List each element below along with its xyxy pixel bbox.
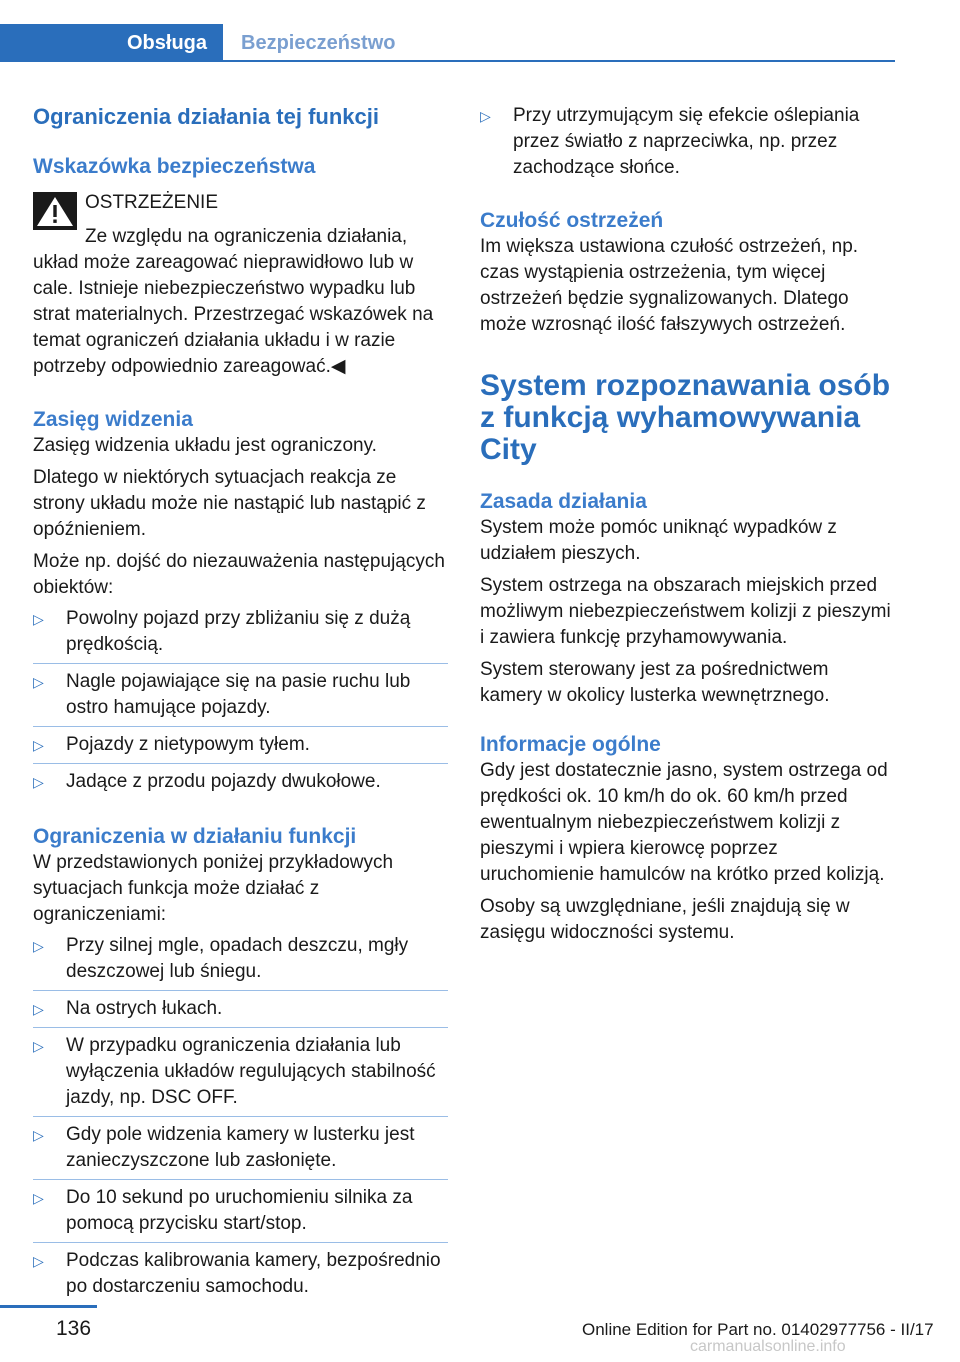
range-paragraph-2: Dlatego w niektórych sytuacjach reakcja ze strony układu może nie nastąpić lub nastąpić z opóźnieniem. — [33, 467, 426, 540]
safety-heading: Wskazówka bezpieczeństwa — [33, 155, 316, 178]
list-item: ▷ W przypadku ograniczenia działania lub wyłączenia układów regulujących stabilność jazdy, np. DSC OFF. — [33, 1028, 448, 1117]
list-item: ▷ Jadące z przodu pojazdy dwukołowe. — [33, 764, 448, 801]
triangle-bullet-icon: ▷ — [480, 108, 491, 124]
footer-rule — [0, 1305, 97, 1308]
list-item: ▷ Gdy pole widzenia kamery w lusterku jest zanieczyszczone lub zasłonięte. — [33, 1117, 448, 1180]
principle-heading: Zasada działania — [480, 490, 647, 513]
triangle-bullet-icon: ▷ — [33, 1001, 44, 1017]
limits-paragraph: W przedstawionych poniżej przykładowych sytuacjach funkcja może działać z ograniczeniami: — [33, 852, 394, 925]
principle-paragraph-3: System sterowany jest za pośrednictwem kamery w okolicy lusterka wewnętrznego. — [480, 659, 830, 706]
warning-label: OSTRZEŻENIE — [85, 192, 219, 213]
range-list — [33, 601, 448, 801]
range-paragraph-3: Może np. dojść do niezauważenia następujących obiektów: — [33, 551, 445, 598]
chapter-title: System rozpoznawania osób z funkcją wyhamowywania City — [480, 369, 891, 466]
sensitivity-paragraph: Im większa ustawiona czułość ostrzeżeń, np. czas wystąpienia ostrzeżenia, tym więcej ostrzeżeń będzie sygnalizowanych. Dlatego może wzrosnąć ilość fałszywych ostrzeżeń. — [480, 236, 859, 335]
triangle-bullet-icon: ▷ — [33, 737, 44, 753]
limits-list — [33, 928, 448, 1306]
warning-text: układ może zareagować nieprawidłowo lub w cale. Istnieje niebezpieczeństwo wypadku lub strat materialnych. Przestrzegać wskazówek na temat ograniczeń działania układu i w razie potrzeby odpowiednio zareagować.◀ — [33, 252, 434, 377]
list-item: ▷ Na ostrych łukach. — [33, 991, 448, 1028]
warning-first-line: Ze względu na ograniczenia działania, — [85, 226, 408, 247]
list-item: ▷ Podczas kalibrowania kamery, bezpośrednio po dostarczeniu samochodu. — [33, 1250, 441, 1297]
list-item: ▷ Pojazdy z nietypowym tyłem. — [33, 727, 448, 764]
triangle-bullet-icon: ▷ — [33, 1190, 44, 1206]
limits-heading: Ograniczenia w działaniu funkcji — [33, 825, 357, 848]
list-item: ▷ Do 10 sekund po uruchomieniu silnika za pomocą przycisku start/stop. — [33, 1180, 448, 1243]
glare-list — [480, 98, 895, 187]
triangle-bullet-icon: ▷ — [33, 1253, 44, 1269]
sensitivity-heading: Czułość ostrzeżeń — [480, 209, 664, 232]
general-heading: Informacje ogólne — [480, 733, 661, 756]
list-item: ▷ Powolny pojazd przy zbliżaniu się z dużą prędkością. — [33, 601, 448, 664]
list-item: ▷ Przy silnej mgle, opadach deszczu, mgły deszczowej lub śniegu. — [33, 928, 448, 991]
header-bar — [0, 24, 895, 62]
triangle-bullet-icon: ▷ — [33, 611, 44, 627]
general-paragraph-1: Gdy jest dostatecznie jasno, system ostrzega od prędkości ok. 10 km/h do ok. 60 km/h przed ewentualnym niebezpieczeństwem kolizji z pieszymi i wpiera kierowcę poprzez uruchomienie hamulców na krótko przed kolizją. — [480, 760, 888, 885]
principle-paragraph-2: System ostrzega na obszarach miejskich przed możliwym niebezpieczeństwem kolizji z pieszymi i zawiera funkcję przyhamowywania. — [480, 575, 891, 648]
page-number: 136 — [56, 1317, 92, 1340]
watermark: carmanualsonline.info — [690, 1338, 846, 1355]
triangle-bullet-icon: ▷ — [33, 674, 44, 690]
warning-triangle-icon — [33, 192, 77, 230]
tab-obsluga[interactable]: Obsługa — [0, 24, 223, 62]
header-rule — [0, 60, 895, 62]
list-item: ▷ Nagle pojawiające się na pasie ruchu lub ostro hamujące pojazdy. — [33, 664, 448, 727]
triangle-bullet-icon: ▷ — [33, 774, 44, 790]
left-column — [33, 100, 448, 1306]
range-paragraph-1: Zasięg widzenia układu jest ograniczony. — [33, 435, 377, 456]
range-heading: Zasięg widzenia — [33, 408, 193, 431]
tab-bezpieczenstwo[interactable]: Bezpieczeństwo — [241, 32, 396, 54]
list-item: ▷ Przy utrzymującym się efekcie oślepiania przez światło z naprzeciwka, np. przez zachodzące słońce. — [480, 105, 860, 178]
triangle-bullet-icon: ▷ — [33, 1038, 44, 1054]
right-column — [480, 100, 895, 946]
triangle-bullet-icon: ▷ — [33, 1127, 44, 1143]
section-title: Ograniczenia działania tej funkcji — [33, 104, 379, 129]
warning-block — [33, 190, 448, 250]
general-paragraph-2: Osoby są uwzględniane, jeśli znajdują się w zasięgu widoczności systemu. — [480, 896, 850, 943]
edition-text: Online Edition for Part no. 01402977756 - II/17 — [582, 1320, 934, 1339]
triangle-bullet-icon: ▷ — [33, 938, 44, 954]
principle-paragraph-1: System może pomóc uniknąć wypadków z udziałem pieszych. — [480, 517, 837, 564]
